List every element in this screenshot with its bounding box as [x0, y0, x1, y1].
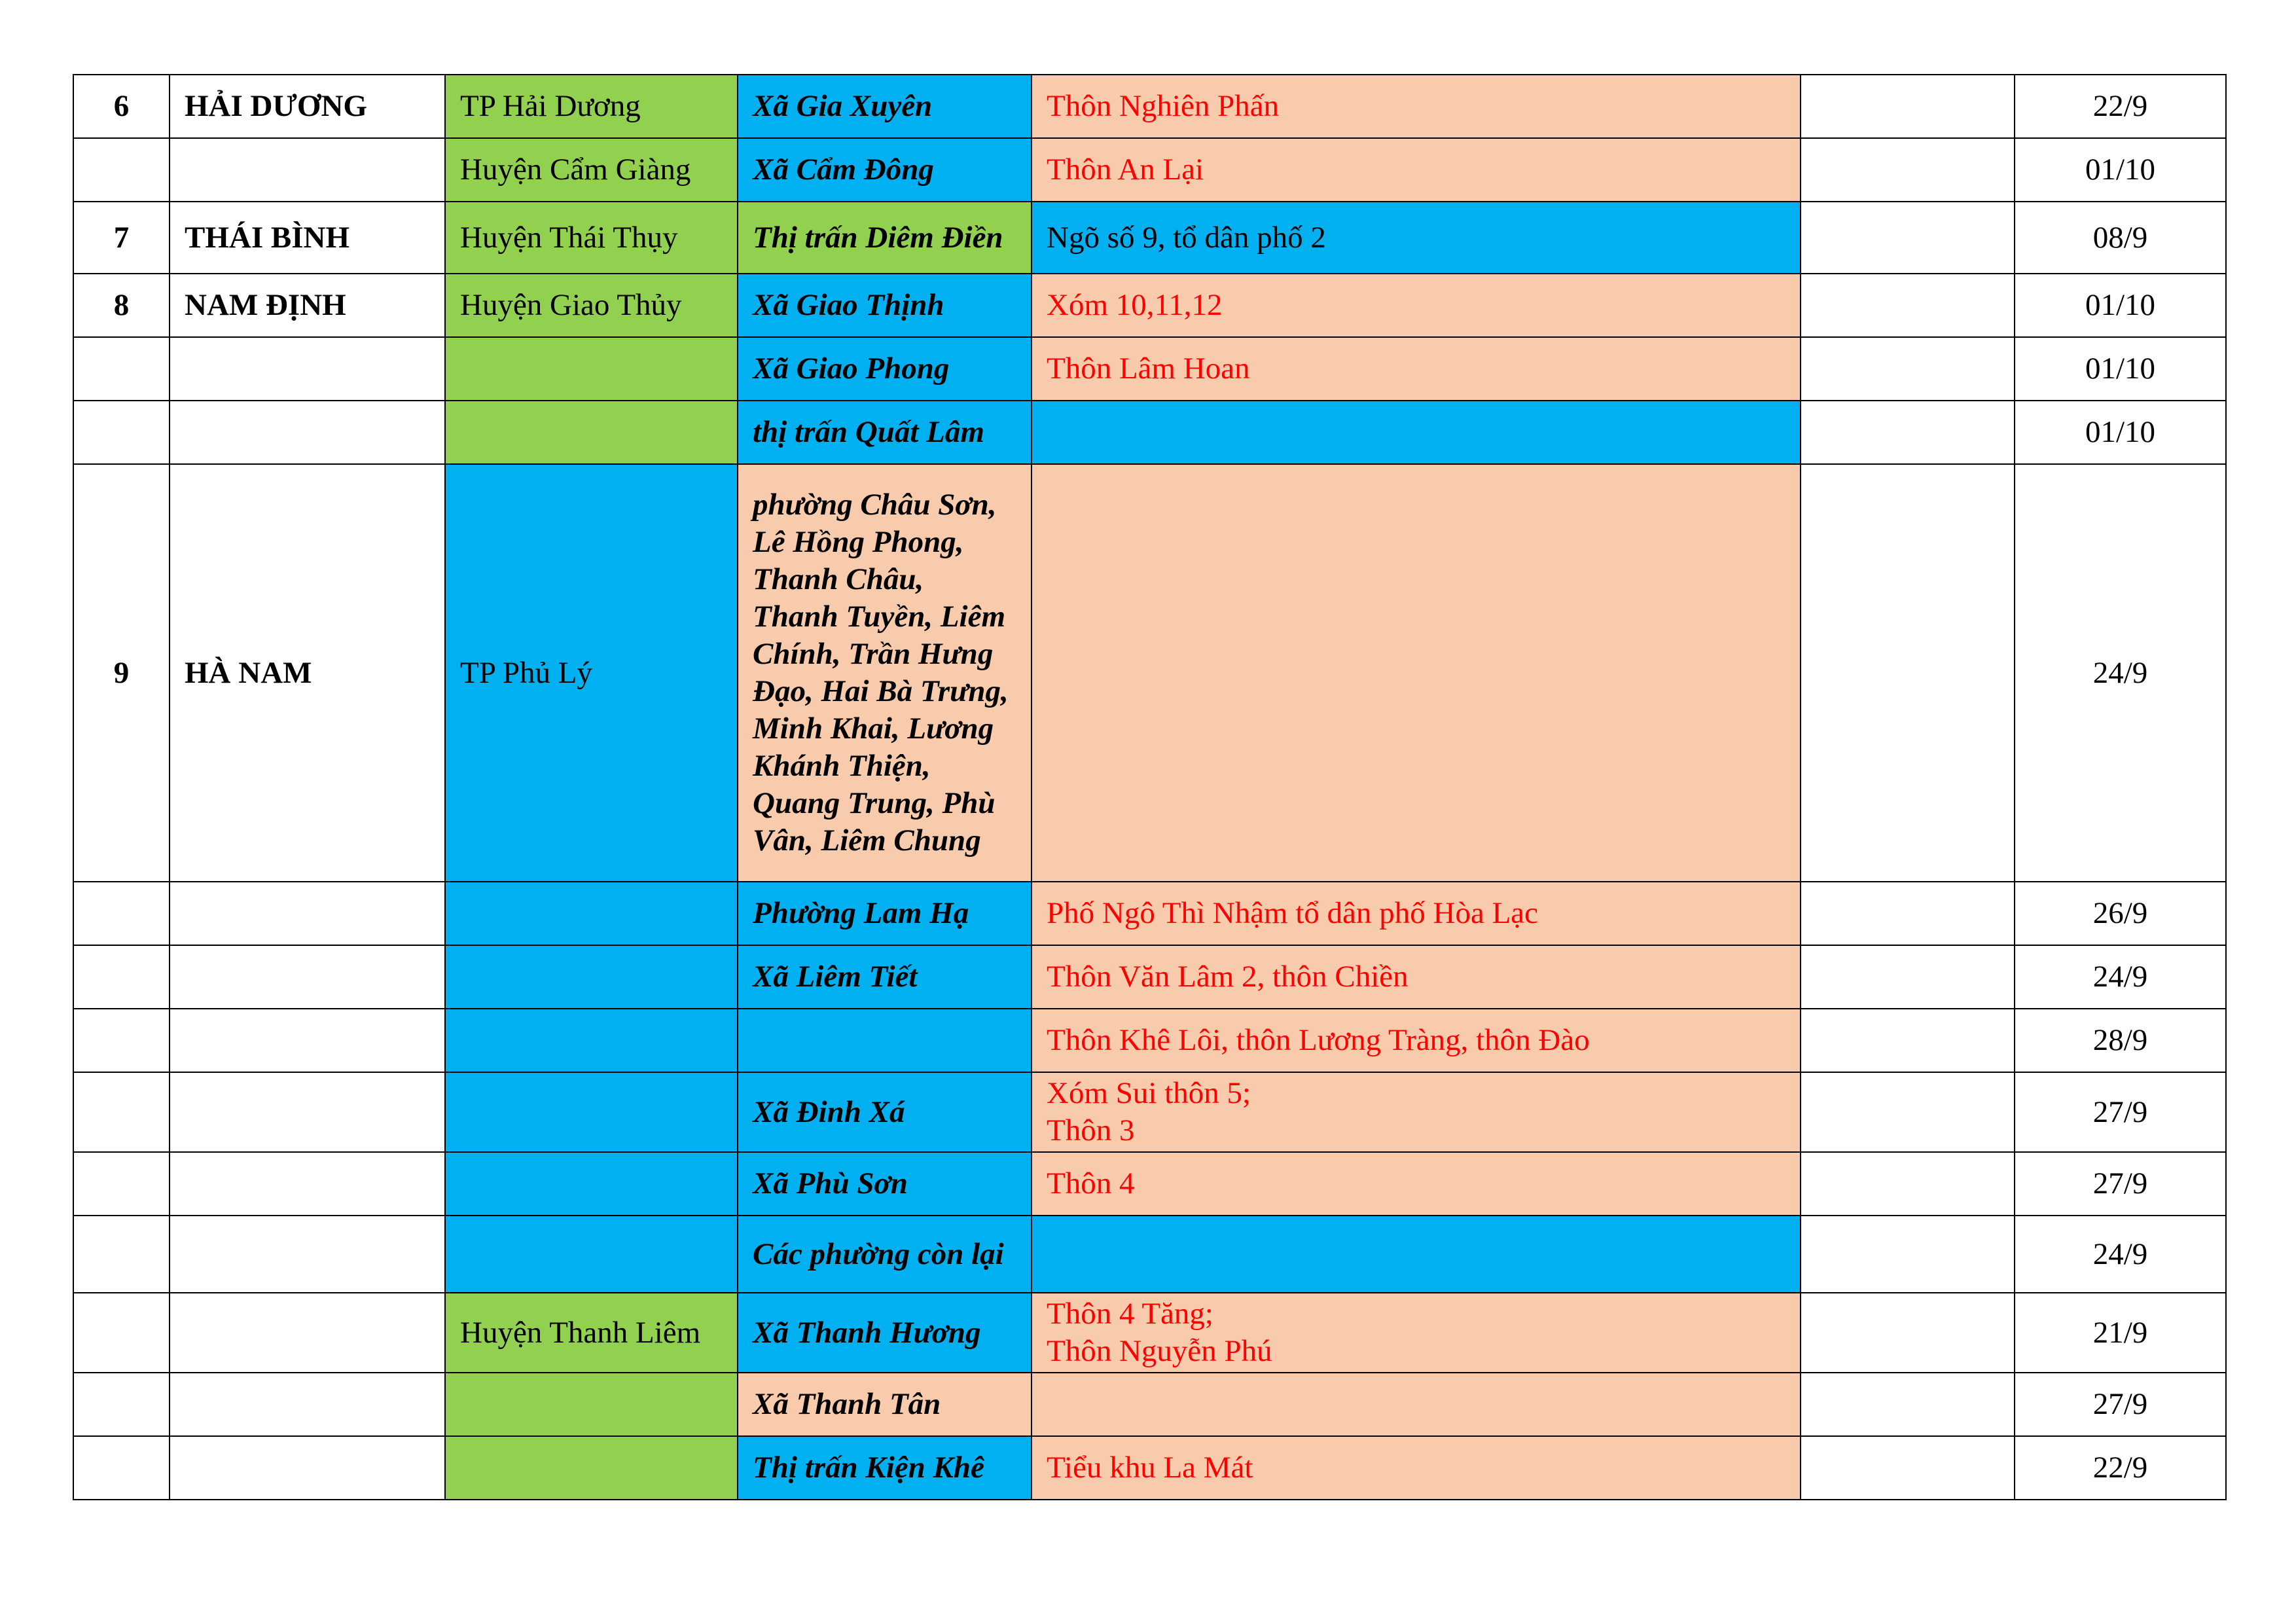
- row-number-cell: 6: [73, 75, 170, 138]
- province-cell: [170, 945, 445, 1009]
- date-cell: 22/9: [2015, 1436, 2226, 1500]
- area-cell: Thôn 4: [1031, 1152, 1801, 1216]
- row-number-cell: [73, 1216, 170, 1293]
- district-cell: [445, 1072, 738, 1152]
- province-cell: NAM ĐỊNH: [170, 274, 445, 337]
- province-cell: [170, 1436, 445, 1500]
- note-cell: [1801, 274, 2015, 337]
- commune-cell: Xã Thanh Hương: [738, 1293, 1031, 1373]
- note-cell: [1801, 882, 2015, 945]
- province-cell: [170, 401, 445, 464]
- row-number-cell: 9: [73, 464, 170, 882]
- province-cell: [170, 138, 445, 202]
- row-number-cell: [73, 945, 170, 1009]
- area-cell: Thôn An Lại: [1031, 138, 1801, 202]
- note-cell: [1801, 202, 2015, 274]
- area-cell: Xóm 10,11,12: [1031, 274, 1801, 337]
- commune-cell: Xã Thanh Tân: [738, 1373, 1031, 1436]
- note-cell: [1801, 1216, 2015, 1293]
- date-cell: 27/9: [2015, 1152, 2226, 1216]
- district-cell: [445, 1373, 738, 1436]
- table-row: [73, 882, 2226, 945]
- commune-cell: Thị trấn Kiện Khê: [738, 1436, 1031, 1500]
- row-number-cell: [73, 337, 170, 401]
- row-number-cell: [73, 1293, 170, 1373]
- commune-cell: phường Châu Sơn, Lê Hồng Phong, Thanh Châu, Thanh Tuyền, Liêm Chính, Trần Hưng Đạo, Hai Bà Trưng, Minh Khai, Lương Khánh Thiện, Quang Trung, Phù Vân, Liêm Chung: [738, 464, 1031, 882]
- date-cell: 24/9: [2015, 1216, 2226, 1293]
- note-cell: [1801, 1373, 2015, 1436]
- schedule-table: [73, 74, 2227, 1500]
- province-cell: [170, 1293, 445, 1373]
- commune-cell: Xã Giao Phong: [738, 337, 1031, 401]
- date-cell: 01/10: [2015, 138, 2226, 202]
- table-row: [73, 1072, 2226, 1152]
- row-number-cell: [73, 1436, 170, 1500]
- row-number-cell: [73, 1009, 170, 1072]
- row-number-cell: 8: [73, 274, 170, 337]
- date-cell: 01/10: [2015, 337, 2226, 401]
- date-cell: 01/10: [2015, 401, 2226, 464]
- area-cell: Xóm Sui thôn 5; Thôn 3: [1031, 1072, 1801, 1152]
- commune-cell: Phường Lam Hạ: [738, 882, 1031, 945]
- province-cell: [170, 1216, 445, 1293]
- province-cell: HÀ NAM: [170, 464, 445, 882]
- date-cell: 21/9: [2015, 1293, 2226, 1373]
- district-cell: [445, 337, 738, 401]
- note-cell: [1801, 1152, 2015, 1216]
- province-cell: [170, 1072, 445, 1152]
- district-cell: [445, 1216, 738, 1293]
- area-cell: [1031, 464, 1801, 882]
- table-body: [73, 75, 2226, 1500]
- date-cell: 22/9: [2015, 75, 2226, 138]
- table-row: [73, 138, 2226, 202]
- note-cell: [1801, 1072, 2015, 1152]
- area-cell: Thôn Văn Lâm 2, thôn Chiền: [1031, 945, 1801, 1009]
- district-cell: [445, 882, 738, 945]
- commune-cell: thị trấn Quất Lâm: [738, 401, 1031, 464]
- province-cell: [170, 882, 445, 945]
- row-number-cell: [73, 401, 170, 464]
- date-cell: 28/9: [2015, 1009, 2226, 1072]
- date-cell: 27/9: [2015, 1072, 2226, 1152]
- date-cell: 24/9: [2015, 464, 2226, 882]
- province-cell: [170, 1152, 445, 1216]
- commune-cell: Xã Phù Sơn: [738, 1152, 1031, 1216]
- district-cell: Huyện Cẩm Giàng: [445, 138, 738, 202]
- note-cell: [1801, 945, 2015, 1009]
- table-row: [73, 1373, 2226, 1436]
- table-row: [73, 1152, 2226, 1216]
- note-cell: [1801, 1293, 2015, 1373]
- date-cell: 08/9: [2015, 202, 2226, 274]
- note-cell: [1801, 464, 2015, 882]
- note-cell: [1801, 401, 2015, 464]
- row-number-cell: [73, 1152, 170, 1216]
- note-cell: [1801, 1436, 2015, 1500]
- commune-cell: Xã Giao Thịnh: [738, 274, 1031, 337]
- district-cell: [445, 1009, 738, 1072]
- province-cell: HẢI DƯƠNG: [170, 75, 445, 138]
- district-cell: Huyện Thái Thụy: [445, 202, 738, 274]
- note-cell: [1801, 138, 2015, 202]
- table-row: [73, 1293, 2226, 1373]
- note-cell: [1801, 75, 2015, 138]
- area-cell: [1031, 401, 1801, 464]
- table-row: [73, 1436, 2226, 1500]
- commune-cell: Xã Gia Xuyên: [738, 75, 1031, 138]
- province-cell: [170, 1373, 445, 1436]
- area-cell: [1031, 1373, 1801, 1436]
- commune-cell: Xã Đinh Xá: [738, 1072, 1031, 1152]
- row-number-cell: 7: [73, 202, 170, 274]
- date-cell: 27/9: [2015, 1373, 2226, 1436]
- province-cell: THÁI BÌNH: [170, 202, 445, 274]
- table-row: [73, 464, 2226, 882]
- area-cell: [1031, 1216, 1801, 1293]
- commune-cell: Xã Liêm Tiết: [738, 945, 1031, 1009]
- table-row: [73, 1216, 2226, 1293]
- row-number-cell: [73, 1072, 170, 1152]
- district-cell: Huyện Thanh Liêm: [445, 1293, 738, 1373]
- area-cell: Thôn Nghiên Phấn: [1031, 75, 1801, 138]
- table-row: [73, 274, 2226, 337]
- table-row: [73, 1009, 2226, 1072]
- commune-cell: Thị trấn Diêm Điền: [738, 202, 1031, 274]
- district-cell: [445, 401, 738, 464]
- table-row: [73, 75, 2226, 138]
- table-row: [73, 945, 2226, 1009]
- date-cell: 01/10: [2015, 274, 2226, 337]
- row-number-cell: [73, 882, 170, 945]
- district-cell: [445, 1152, 738, 1216]
- commune-cell: [738, 1009, 1031, 1072]
- province-cell: [170, 1009, 445, 1072]
- area-cell: Thôn Khê Lôi, thôn Lương Tràng, thôn Đào: [1031, 1009, 1801, 1072]
- note-cell: [1801, 1009, 2015, 1072]
- district-cell: [445, 945, 738, 1009]
- note-cell: [1801, 337, 2015, 401]
- area-cell: Phố Ngô Thì Nhậm tổ dân phố Hòa Lạc: [1031, 882, 1801, 945]
- table-row: [73, 337, 2226, 401]
- district-cell: TP Hải Dương: [445, 75, 738, 138]
- area-cell: Thôn Lâm Hoan: [1031, 337, 1801, 401]
- row-number-cell: [73, 138, 170, 202]
- area-cell: Ngõ số 9, tổ dân phố 2: [1031, 202, 1801, 274]
- district-cell: TP Phủ Lý: [445, 464, 738, 882]
- district-cell: [445, 1436, 738, 1500]
- commune-cell: Các phường còn lại: [738, 1216, 1031, 1293]
- district-cell: Huyện Giao Thủy: [445, 274, 738, 337]
- row-number-cell: [73, 1373, 170, 1436]
- province-cell: [170, 337, 445, 401]
- date-cell: 26/9: [2015, 882, 2226, 945]
- area-cell: Tiểu khu La Mát: [1031, 1436, 1801, 1500]
- area-cell: Thôn 4 Tăng; Thôn Nguyễn Phú: [1031, 1293, 1801, 1373]
- table-row: [73, 401, 2226, 464]
- date-cell: 24/9: [2015, 945, 2226, 1009]
- table-row: [73, 202, 2226, 274]
- commune-cell: Xã Cẩm Đông: [738, 138, 1031, 202]
